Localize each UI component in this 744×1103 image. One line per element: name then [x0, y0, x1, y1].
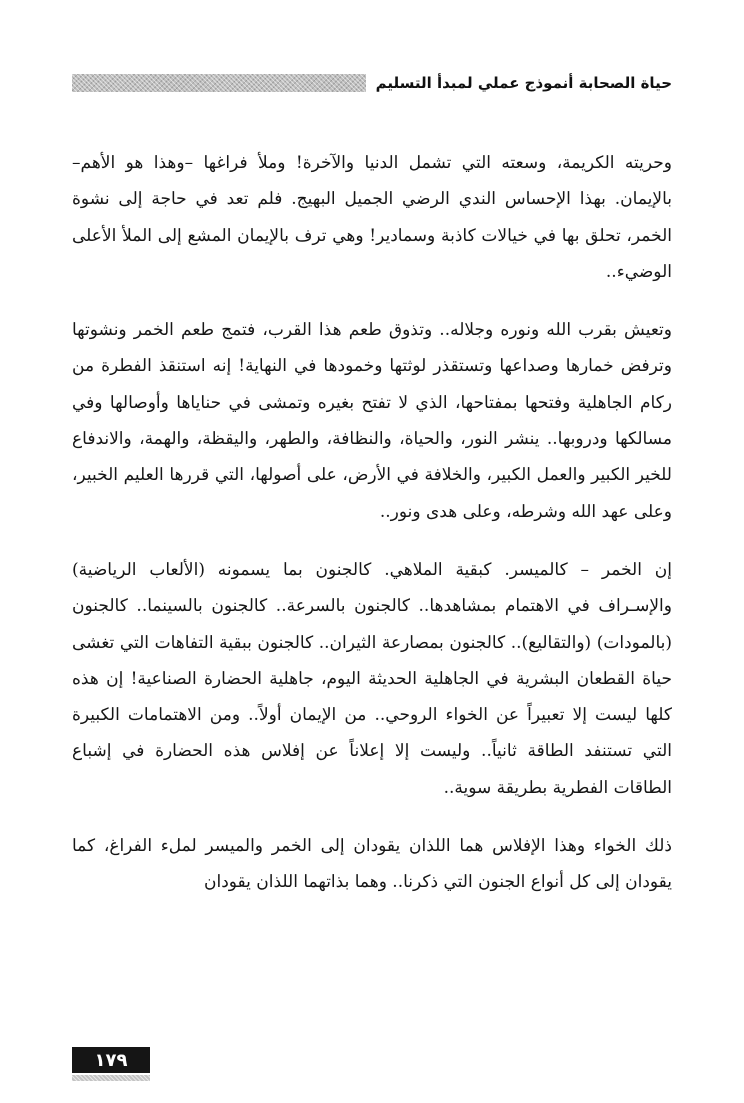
paragraph-2: وتعيش بقرب الله ونوره وجلاله.. وتذوق طعم هذا القرب، فتمج طعم الخمر ونشوتها وترفض خمارها وصداعها وتستقذر لوثتها وخمودها في النهاية! إنه استنقذ الفطرة من ركام الجاهلية وفتحها بمفتاحها، الذي لا تفتح بغيره وتمشى في حناياها وأوصالها وفي مسالكها ودروبها.. ينشر النور، والحياة، والنظافة، والطهر، واليقظة، والهمة، والاندفاع للخير الكبير والعمل الكبير، والخلافة في الأرض، على أصولها، التي قررها العليم الخبير، وعلى عهد الله وشرطه، وعلى هدى ونور.. [72, 320, 672, 522]
page-body [72, 145, 672, 923]
running-header [72, 68, 672, 98]
chapter-title: حياة الصحابة أنموذج عملي لمبدأ التسليم [375, 74, 672, 92]
page-number: ١٧٩ [72, 1047, 150, 1073]
header-ornament-band [72, 74, 366, 92]
paragraph-3: إن الخمر – كالميسر. كبقية الملاهي. كالجنون بما يسمونه (الألعاب الرياضية) والإسـراف في الاهتمام بمشاهدها.. كالجنون بالسرعة.. كالجنون بالسينما.. كالجنون (بالمودات) (والتقاليع).. كالجنون بمصارعة الثيران.. كالجنون ببقية التفاهات التي تغشى حياة القطعان البشرية في الجاهلية الحديثة اليوم، جاهلية الحضارة الصناعية! إن هذه كلها ليست إلا تعبيراً عن الخواء الروحي.. من الإيمان أولاً.. ومن الاهتمامات الكبيرة التي تستنفد الطاقة ثانياً.. وليست إلا إعلاناً عن إفلاس هذه الحضارة في إشباع الطاقات الفطرية بطريقة سوية.. [72, 559, 672, 798]
paragraph-1: وحريته الكريمة، وسعته التي تشمل الدنيا والآخرة! وملأ فراغها –وهذا هو الأهم– بالإيمان. بهذا الإحساس الندي الرضي الجميل البهيج. فلم تعد في حاجة إلى نشوة الخمر، تحلق بها في خيالات كاذبة وسمادير! وهي ترف بالإيمان المشع إلى الملأ الأعلى الوضيء.. [72, 153, 672, 282]
paragraph-4: ذلك الخواء وهذا الإفلاس هما اللذان يقودان إلى الخمر والميسر لملء الفراغ، كما يقودان إلى كل أنواع الجنون التي ذكرنا.. وهما بذاتهما اللذان يقودان [72, 836, 672, 893]
page-number-ornament [72, 1075, 150, 1081]
